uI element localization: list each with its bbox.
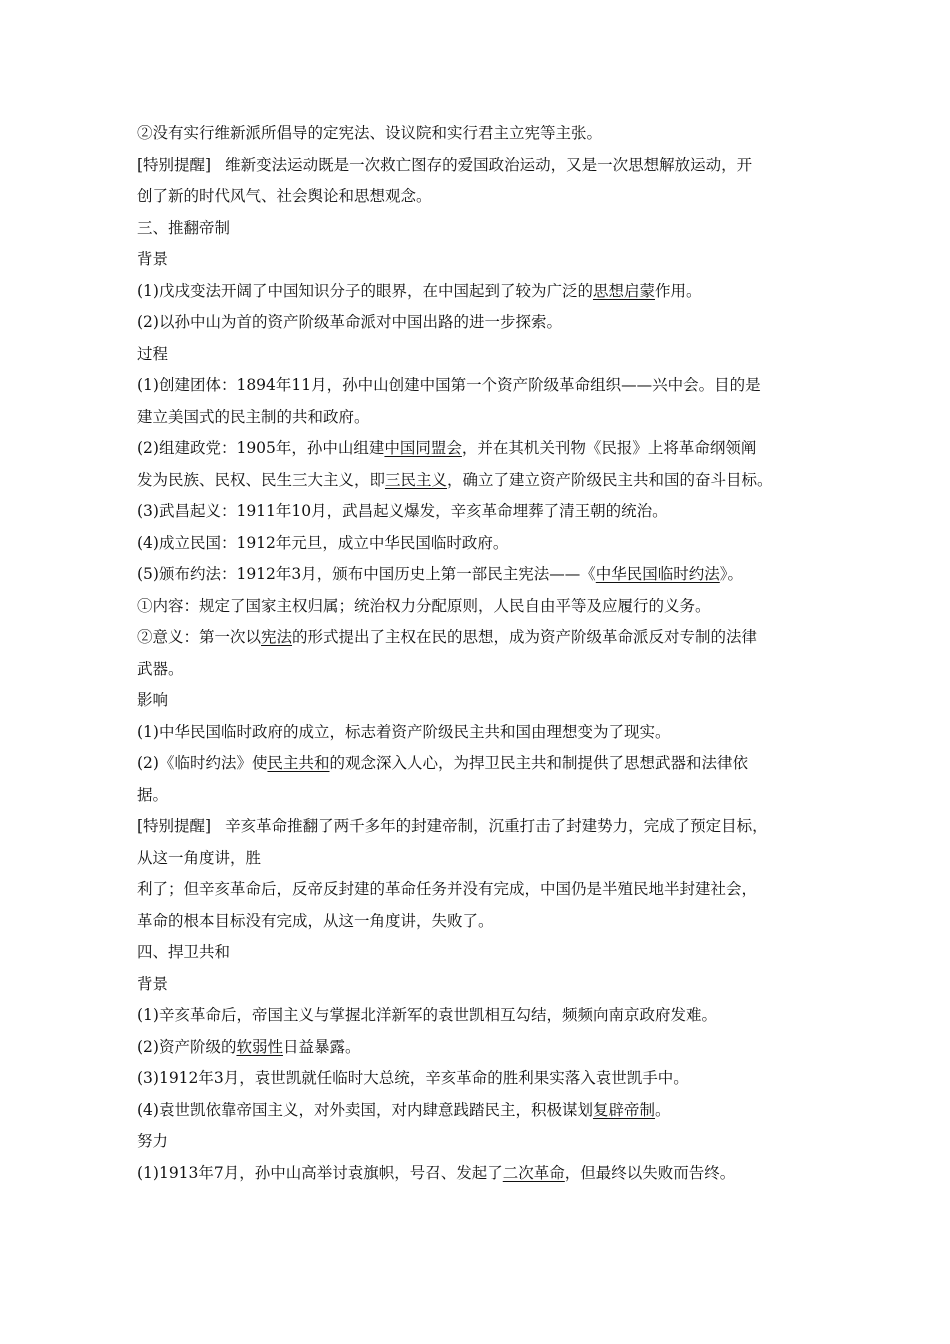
text: ①内容：规定了国家主权归属；统治权力分配原则，人民自由平等及应履行的义务。	[137, 596, 711, 615]
text-line	[137, 780, 827, 812]
underlined-key-term: 二次革命	[502, 1163, 565, 1182]
underlined-key-term: 思想启蒙	[592, 281, 655, 300]
text: ②意义：第一次以	[137, 628, 262, 646]
text: 利了；但辛亥革命后，反帝反封建的革命任务并没有完成，中国仍是半殖民地半封建社会，	[137, 880, 758, 898]
text: ②没有实行维新派所倡导的定宪法、设议院和实行君主立宪等主张。	[137, 124, 603, 142]
text-line	[137, 276, 827, 308]
text-line	[137, 528, 827, 560]
special-note-line	[137, 150, 827, 182]
text: 日益暴露。	[282, 1037, 361, 1056]
text: 据。	[137, 785, 169, 804]
text-line	[137, 307, 827, 339]
text-line	[137, 1095, 827, 1127]
text: 》。	[719, 565, 744, 583]
text-line	[137, 1000, 827, 1032]
text: 发为民族、民权、民生三大主义，即	[137, 470, 386, 489]
heading-text: 努力	[137, 1132, 169, 1150]
text: ，确立了建立资产阶级民主共和国的奋斗目标。	[447, 470, 773, 489]
subheading	[137, 685, 827, 717]
text: 的观念深入人心，为捍卫民主共和制提供了思想武器和法律依	[329, 754, 748, 772]
text-line	[137, 591, 827, 623]
text: (2)组建政党：1905年，孙中山组建	[137, 439, 385, 457]
text-line	[137, 1032, 827, 1064]
subheading	[137, 1126, 827, 1158]
text: (1)戊戌变法开阔了中国知识分子的眼界，在中国起到了较为广泛的	[137, 281, 593, 300]
note-label: [特别提醒]	[137, 817, 212, 835]
text: 革命的根本目标没有完成，从这一角度讲，失败了。	[137, 911, 494, 930]
text: (3)武昌起义：1911年10月，武昌起义爆发，辛亥革命埋葬了清王朝的统治。	[137, 502, 668, 520]
text: (1)中华民国临时政府的成立，标志着资产阶级民主共和国由理想变为了现实。	[137, 722, 671, 741]
subheading	[137, 969, 827, 1001]
text-line	[137, 402, 827, 434]
text: (1)辛亥革命后，帝国主义与掌握北洋新军的袁世凯相互勾结，频频向南京政府发难。	[137, 1006, 717, 1024]
text-line	[137, 118, 827, 150]
text: (2)资产阶级的	[137, 1037, 237, 1056]
text: 从这一角度讲，胜	[137, 848, 262, 867]
underlined-key-term: 中华民国临时约法	[595, 565, 720, 583]
text-line	[137, 496, 827, 528]
underlined-key-term: 民主共和	[267, 754, 330, 772]
text: (2)《临时约法》使	[137, 754, 268, 772]
text: (4)袁世凯依靠帝国主义，对外卖国，对内肆意践踏民主，积极谋划	[137, 1100, 593, 1119]
text: (5)颁布约法：1912年3月，颁布中国历史上第一部民主宪法——《	[137, 565, 596, 583]
text: 。	[654, 1100, 671, 1119]
underlined-key-term: 三民主义	[385, 470, 448, 489]
text-line	[137, 748, 827, 780]
text-line	[137, 1158, 827, 1190]
text: 创了新的时代风气、社会舆论和思想观念。	[137, 187, 432, 205]
text-line	[137, 1063, 827, 1095]
document-page	[137, 118, 827, 1189]
heading-text: 四、捍卫共和	[137, 943, 231, 961]
text-line	[137, 654, 827, 686]
underlined-key-term: 宪法	[261, 628, 293, 646]
text: 的形式提出了主权在民的思想，成为资产阶级革命派反对专制的法律	[292, 628, 758, 646]
heading-text: 背景	[137, 974, 169, 993]
text: 建立美国式的民主制的共和政府。	[137, 407, 370, 426]
text: (4)成立民国：1912年元旦，成立中华民国临时政府。	[137, 533, 509, 552]
text: ，并在其机关刊物《民报》上将革命纲领阐	[461, 439, 757, 457]
text-line	[137, 181, 827, 213]
special-note-line	[137, 811, 827, 843]
section-heading	[137, 937, 827, 969]
text-line	[137, 874, 827, 906]
text-line	[137, 370, 827, 402]
note-label: [特别提醒]	[137, 155, 212, 174]
text: 作用。	[654, 281, 702, 300]
underlined-key-term: 中国同盟会	[384, 439, 462, 457]
text-line	[137, 622, 827, 654]
text: ，但最终以失败而告终。	[564, 1163, 736, 1182]
text: 辛亥革命推翻了两千多年的封建帝制，沉重打击了封建势力，完成了预定目标，	[225, 817, 768, 835]
text: (3)1912年3月，袁世凯就任临时大总统，辛亥革命的胜利果实落入袁世凯手中。	[137, 1069, 689, 1087]
heading-text: 三、推翻帝制	[137, 218, 231, 237]
heading-text: 背景	[137, 250, 169, 268]
subheading	[137, 339, 827, 371]
text-line	[137, 559, 827, 591]
text: (1)1913年7月，孙中山高举讨袁旗帜，号召、发起了	[137, 1163, 503, 1182]
text-line	[137, 717, 827, 749]
text-line	[137, 906, 827, 938]
underlined-key-term: 软弱性	[236, 1037, 283, 1056]
subheading	[137, 244, 827, 276]
text: 武器。	[137, 659, 184, 678]
text-line	[137, 465, 827, 497]
text: 维新变法运动既是一次救亡图存的爱国政治运动，又是一次思想解放运动，开	[225, 155, 753, 174]
heading-text: 影响	[137, 691, 169, 709]
text-line	[137, 843, 827, 875]
text: (1)创建团体：1894年11月，孙中山创建中国第一个资产阶级革命组织——兴中会。目的是	[137, 376, 761, 394]
underlined-key-term: 复辟帝制	[592, 1100, 655, 1119]
text: (2)以孙中山为首的资产阶级革命派对中国出路的进一步探索。	[137, 313, 562, 331]
section-heading	[137, 213, 827, 245]
text-line	[137, 433, 827, 465]
heading-text: 过程	[137, 344, 169, 363]
